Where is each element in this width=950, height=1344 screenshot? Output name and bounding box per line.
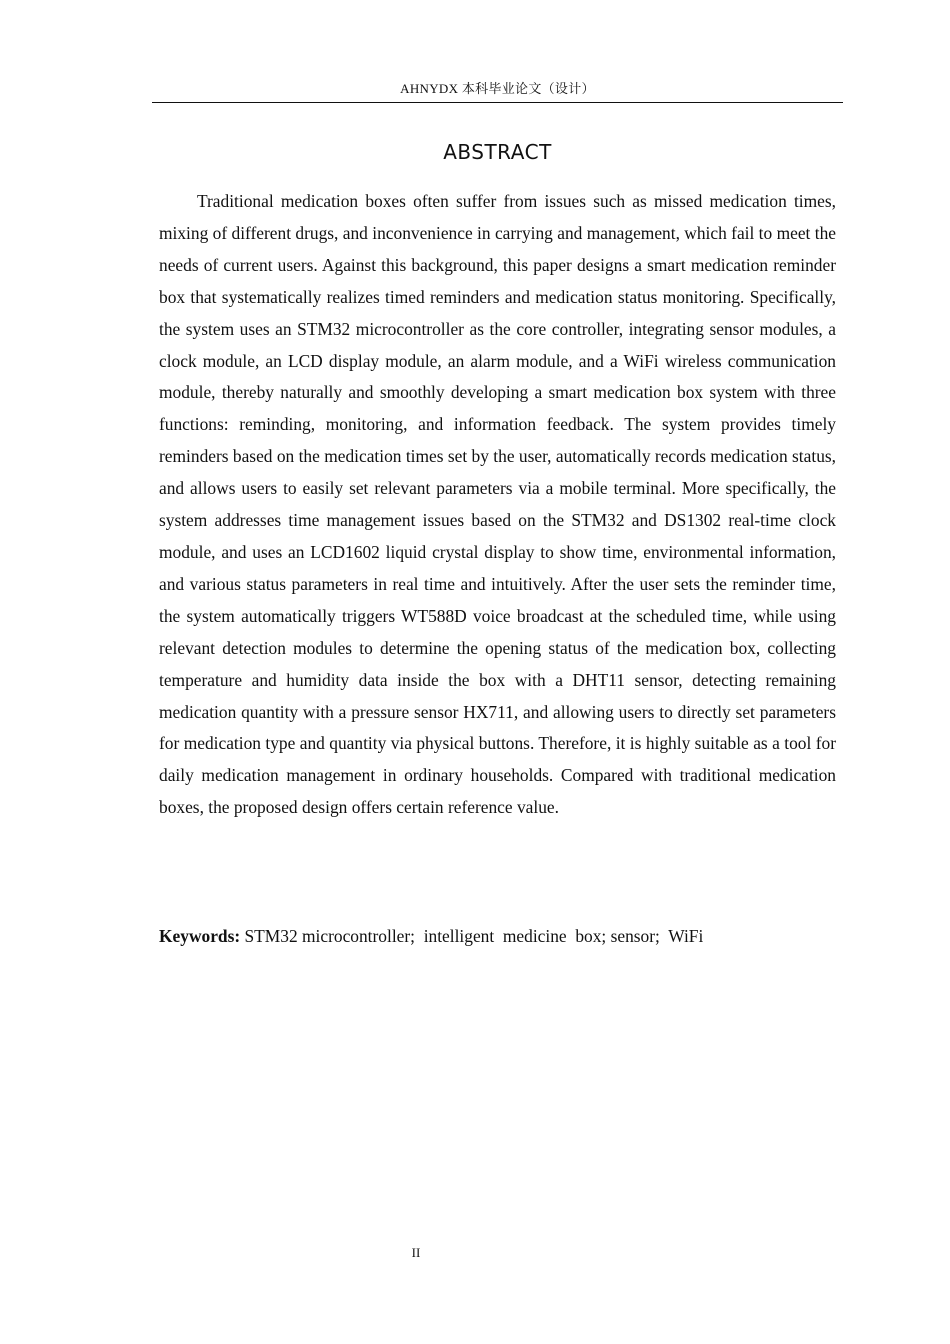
keywords-label: Keywords:: [159, 926, 241, 946]
page-number: II: [411, 1245, 421, 1260]
abstract-title: ABSTRACT: [443, 140, 552, 164]
header-divider: [152, 102, 843, 103]
abstract-body: Traditional medication boxes often suffer from issues such as missed medication times, mixing of different drugs, and inconvenience in carrying and management, which fail to meet the needs of current users. Against this background, this paper designs a smart medication reminder box that systematically realizes timed reminders and medication status monitoring. Specifically, the system uses an STM32 microcontroller as the core controller, integrating sensor modules, a clock module, an LCD display module, an alarm module, and a WiFi wireless communication module, thereby naturally and smoothly developing a smart medication box system with three functions: reminding, monitoring, and information feedback. The system provides timely reminders based on the medication times set by the user, automatically records medication status, and allows users to easily set relevant parameters via a mobile terminal. More specifically, the system addresses time management issues based on the STM32 and DS1302 real-time clock module, and uses an LCD1602 liquid crystal display to show time, environmental information, and various status parameters in real time and intuitively. After the user sets the reminder time, the system automatically triggers WT588D voice broadcast at the scheduled time, while using relevant detection modules to determine the opening status of the medication box, collecting temperature and humidity data inside the box with a DHT11 sensor, detecting remaining medication quantity with a pressure sensor HX711, and allowing users to directly set parameters for medication type and quantity via physical buttons. Therefore, it is highly suitable as a tool for daily medication management in ordinary households. Compared with traditional medication boxes, the proposed design offers certain reference value.: [159, 191, 836, 818]
keywords-text: STM32 microcontroller; intelligent medicine box; sensor; WiFi: [240, 926, 704, 946]
keywords-line: [159, 921, 836, 951]
running-header: AHNYDX 本科毕业论文（设计）: [400, 81, 595, 96]
